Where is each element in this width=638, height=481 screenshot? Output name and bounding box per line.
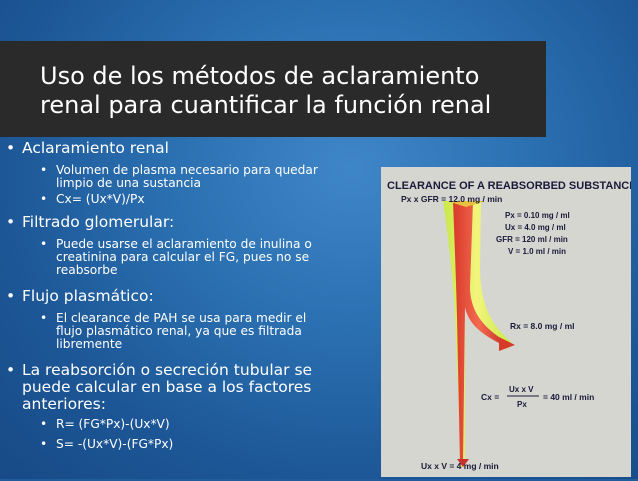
bullet-text: puede calcular en base a los factores [22,378,312,396]
param-gfr: GFR = 120 ml / min [496,235,568,244]
sub-bullet-dot-icon: • [40,437,48,451]
param-v: V = 1.0 ml / min [508,247,567,256]
sub-bullet-text: limpio de una sustancia [56,176,201,190]
reabsorption-label: Rx = 8.0 mg / ml [510,321,575,331]
excretion-label: Ux x V = 4 mg / min [421,461,499,471]
bullet-text: anteriores: [22,395,106,413]
bullet-dot-icon: • [6,361,16,379]
bullet-dot-icon: • [6,213,16,231]
sub-bullet-text: S= -(Ux*V)-(FG*Px) [56,437,174,451]
sub-bullet-dot-icon: • [40,237,48,251]
sub-bullet-dot-icon: • [40,163,48,177]
clearance-diagram-svg [381,167,631,477]
sub-bullet-dot-icon: • [40,311,48,325]
slide-title-line-1: Uso de los métodos de aclaramiento [40,62,480,90]
sub-bullet-text: libremente [56,337,123,351]
bullet-dot-icon: • [6,287,16,305]
bullet-dot-icon: • [6,139,16,157]
param-px: Px = 0.10 mg / ml [505,211,570,220]
sub-bullet-text: flujo plasmático renal, ya que es filtrada [56,324,302,338]
sub-bullet-text: Cx= (Ux*V)/Px [56,192,145,206]
clearance-denominator: Px [517,400,527,409]
clearance-lhs: Cx = [481,392,500,402]
bullet-text: Flujo plasmático: [22,287,154,305]
title-bar [0,41,546,137]
sub-bullet-text: reabsorbe [56,263,118,277]
bullet-text: Aclaramiento renal [22,139,169,157]
sub-bullet-text: R= (FG*Px)-(Ux*V) [56,417,170,431]
slide-title-line-2: renal para cuantificar la función renal [40,91,492,119]
sub-bullet-text: El clearance de PAH se usa para medir el [56,311,307,325]
bullet-text: La reabsorción o secreción tubular se [22,361,313,379]
sub-bullet-text: Volumen de plasma necesario para quedar [56,163,318,177]
clearance-rhs: = 40 ml / min [543,392,595,402]
clearance-numerator: Ux x V [509,385,534,394]
figure-title: CLEARANCE OF A REABSORBED SUBSTANCE [387,180,631,192]
sub-bullet-dot-icon: • [40,417,48,431]
clearance-diagram [381,167,631,477]
sub-bullet-text: Puede usarse el aclaramiento de inulina o [56,237,312,251]
bullet-text: Filtrado glomerular: [22,213,175,231]
sub-bullet-text: creatinina para calcular el FG, pues no se [56,250,310,264]
filtered-load-label: Px x GFR = 12.0 mg / min [401,194,503,204]
sub-bullet-dot-icon: • [40,192,48,206]
param-ux: Ux = 4.0 mg / ml [505,223,566,232]
